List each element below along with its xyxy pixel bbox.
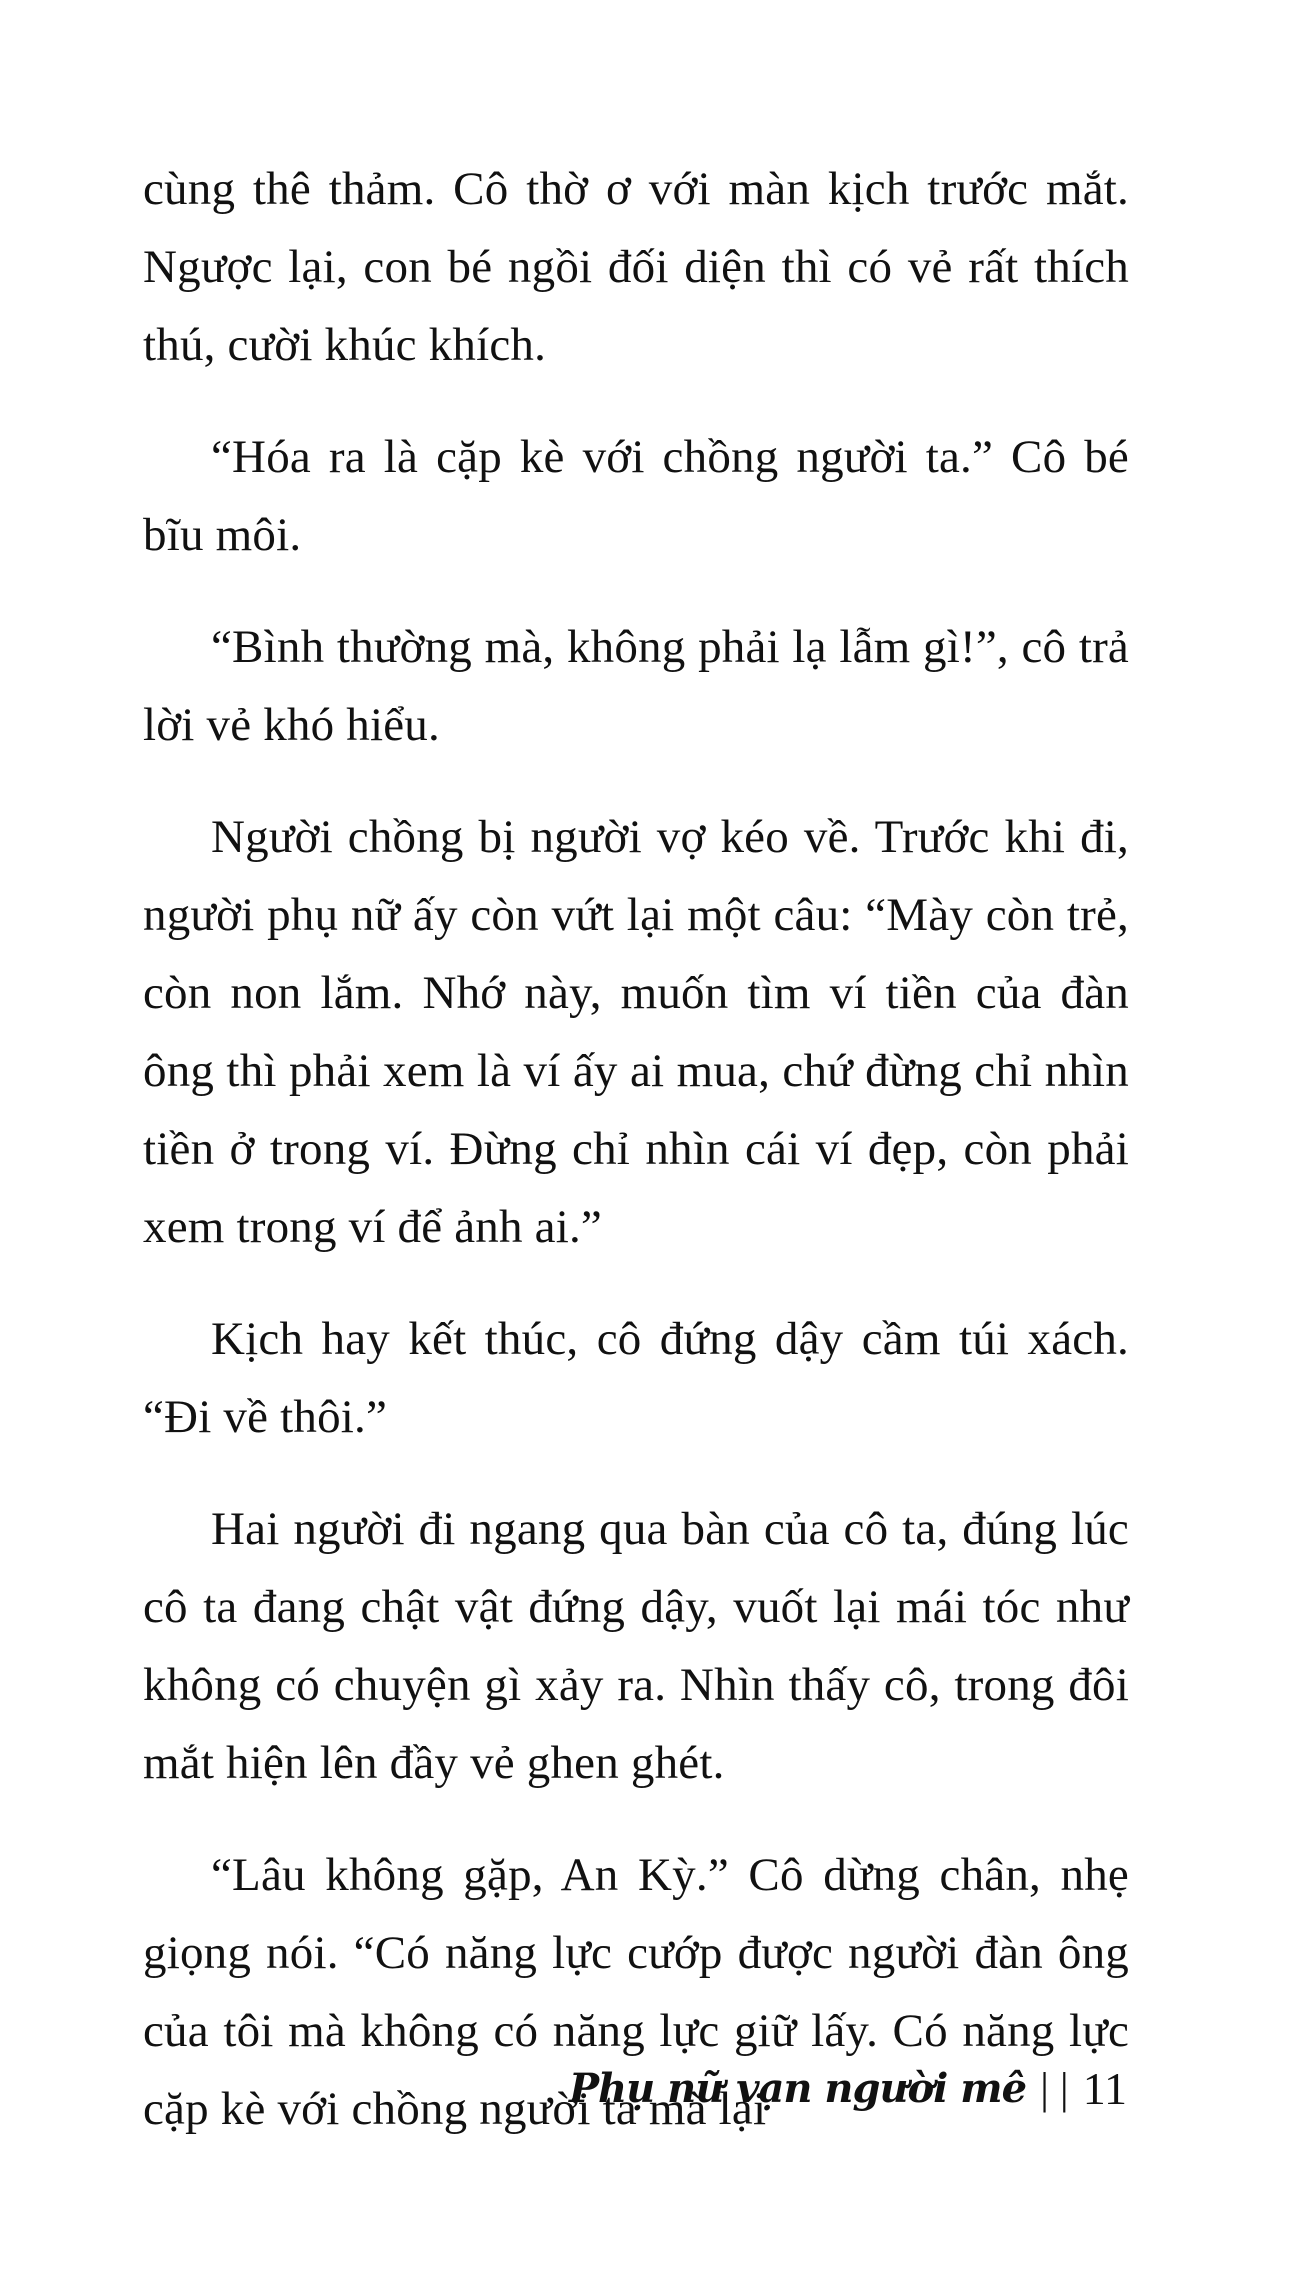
paragraph-2: “Hóa ra là cặp kè với chồng người ta.” Cô bé bĩu môi. — [143, 431, 1129, 561]
footer-separator: | | — [1040, 2063, 1069, 2113]
page-footer — [569, 2048, 1127, 2128]
paragraph-3: “Bình thường mà, không phải lạ lẫm gì!”, cô trả lời vẻ khó hiểu. — [143, 621, 1129, 751]
paragraph-5: Kịch hay kết thúc, cô đứng dậy cầm túi xách. “Đi về thôi.” — [143, 1313, 1129, 1443]
paragraph-7: “Lâu không gặp, An Kỳ.” Cô dừng chân, nhẹ giọng nói. “Có năng lực cướp được người đàn ông của tôi mà không có năng lực giữ lấy. Có năng lực cặp kè với chồng người ta mà lại — [143, 1849, 1129, 2135]
paragraph-4: Người chồng bị người vợ kéo về. Trước khi đi, người phụ nữ ấy còn vứt lại một câu: “Mày còn trẻ, còn non lắm. Nhớ này, muốn tìm ví tiền của đàn ông thì phải xem là ví ấy ai mua, chứ đừng chỉ nhìn tiền ở trong ví. Đừng chỉ nhìn cái ví đẹp, còn phải xem trong ví để ảnh ai.” — [143, 811, 1129, 1253]
page-number: 11 — [1082, 2062, 1127, 2114]
running-title: Phụ nữ vạn người mê — [568, 2064, 1027, 2112]
paragraph-6: Hai người đi ngang qua bàn của cô ta, đúng lúc cô ta đang chật vật đứng dậy, vuốt lại mái tóc như không có chuyện gì xảy ra. Nhìn thấy cô, trong đôi mắt hiện lên đầy vẻ ghen ghét. — [143, 1503, 1129, 1789]
paragraph-1: cùng thê thảm. Cô thờ ơ với màn kịch trước mắt. Ngược lại, con bé ngồi đối diện thì có vẻ rất thích thú, cười khúc khích. — [143, 163, 1129, 371]
body-text — [143, 150, 1129, 2182]
